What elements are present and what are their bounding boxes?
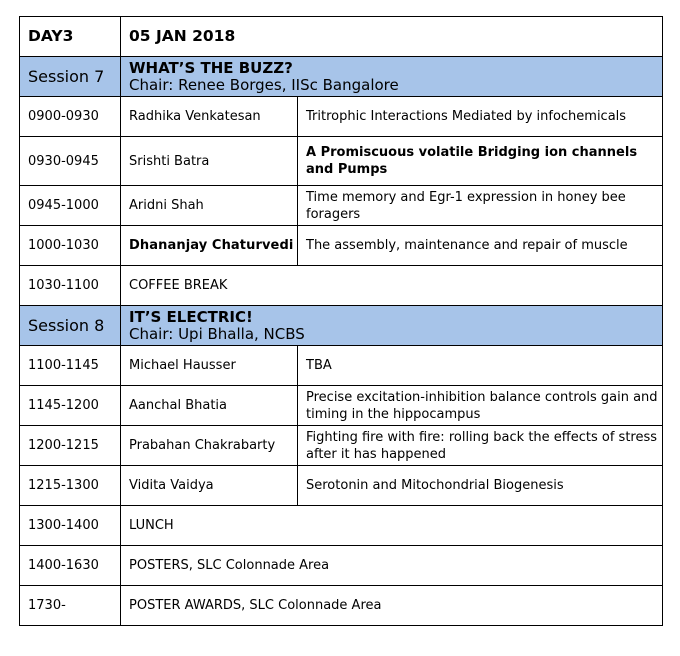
speaker-cell: Prabahan Chakrabarty bbox=[121, 426, 298, 466]
time-cell: 1000-1030 bbox=[20, 226, 121, 266]
time-cell: 1300-1400 bbox=[20, 506, 121, 546]
session-header-row bbox=[20, 57, 663, 97]
session-title: IT’S ELECTRIC! bbox=[129, 307, 253, 326]
time-cell: 1200-1215 bbox=[20, 426, 121, 466]
talk-title-cell: Time memory and Egr-1 expression in honey bee foragers bbox=[298, 186, 663, 226]
talk-title-cell: The assembly, maintenance and repair of muscle bbox=[298, 226, 663, 266]
table-row bbox=[20, 186, 663, 226]
table-row bbox=[20, 386, 663, 426]
time-cell: 0930-0945 bbox=[20, 137, 121, 186]
time-cell: 1730- bbox=[20, 586, 121, 626]
speaker-cell: Dhananjay Chaturvedi bbox=[121, 226, 298, 266]
event-cell: POSTERS, SLC Colonnade Area bbox=[121, 546, 663, 586]
event-cell: COFFEE BREAK bbox=[121, 266, 663, 306]
session-chair: Chair: Renee Borges, IISc Bangalore bbox=[129, 75, 399, 94]
talk-title-cell: Fighting fire with fire: rolling back the effects of stress after it has happened bbox=[298, 426, 663, 466]
table-row bbox=[20, 466, 663, 506]
table-row bbox=[20, 97, 663, 137]
time-cell: 1215-1300 bbox=[20, 466, 121, 506]
time-cell: 0900-0930 bbox=[20, 97, 121, 137]
talk-title-cell: Tritrophic Interactions Mediated by infochemicals bbox=[298, 97, 663, 137]
session-title: WHAT’S THE BUZZ? bbox=[129, 58, 293, 77]
table-row bbox=[20, 137, 663, 186]
table-row bbox=[20, 506, 663, 546]
speaker-cell: Srishti Batra bbox=[121, 137, 298, 186]
table-row bbox=[20, 266, 663, 306]
table-row bbox=[20, 346, 663, 386]
session-chair: Chair: Upi Bhalla, NCBS bbox=[129, 324, 305, 343]
table-row bbox=[20, 426, 663, 466]
speaker-cell: Aanchal Bhatia bbox=[121, 386, 298, 426]
time-cell: 1145-1200 bbox=[20, 386, 121, 426]
day-label: DAY3 bbox=[20, 17, 121, 57]
talk-title-cell: Serotonin and Mitochondrial Biogenesis bbox=[298, 466, 663, 506]
talk-title-cell: A Promiscuous volatile Bridging ion channels and Pumps bbox=[298, 137, 663, 186]
speaker-cell: Aridni Shah bbox=[121, 186, 298, 226]
table-row bbox=[20, 546, 663, 586]
schedule-table bbox=[19, 16, 663, 626]
session-info bbox=[121, 306, 663, 346]
session-header-row bbox=[20, 306, 663, 346]
event-cell: LUNCH bbox=[121, 506, 663, 546]
session-label: Session 8 bbox=[20, 306, 121, 346]
speaker-cell: Michael Hausser bbox=[121, 346, 298, 386]
day-header-row bbox=[20, 17, 663, 57]
speaker-cell: Radhika Venkatesan bbox=[121, 97, 298, 137]
speaker-cell: Vidita Vaidya bbox=[121, 466, 298, 506]
session-label: Session 7 bbox=[20, 57, 121, 97]
talk-title-cell: TBA bbox=[298, 346, 663, 386]
table-row bbox=[20, 226, 663, 266]
time-cell: 1400-1630 bbox=[20, 546, 121, 586]
table-row bbox=[20, 586, 663, 626]
session-info bbox=[121, 57, 663, 97]
event-cell: POSTER AWARDS, SLC Colonnade Area bbox=[121, 586, 663, 626]
talk-title-cell: Precise excitation-inhibition balance controls gain and timing in the hippocampus bbox=[298, 386, 663, 426]
time-cell: 1030-1100 bbox=[20, 266, 121, 306]
day-date: 05 JAN 2018 bbox=[121, 17, 663, 57]
time-cell: 1100-1145 bbox=[20, 346, 121, 386]
time-cell: 0945-1000 bbox=[20, 186, 121, 226]
